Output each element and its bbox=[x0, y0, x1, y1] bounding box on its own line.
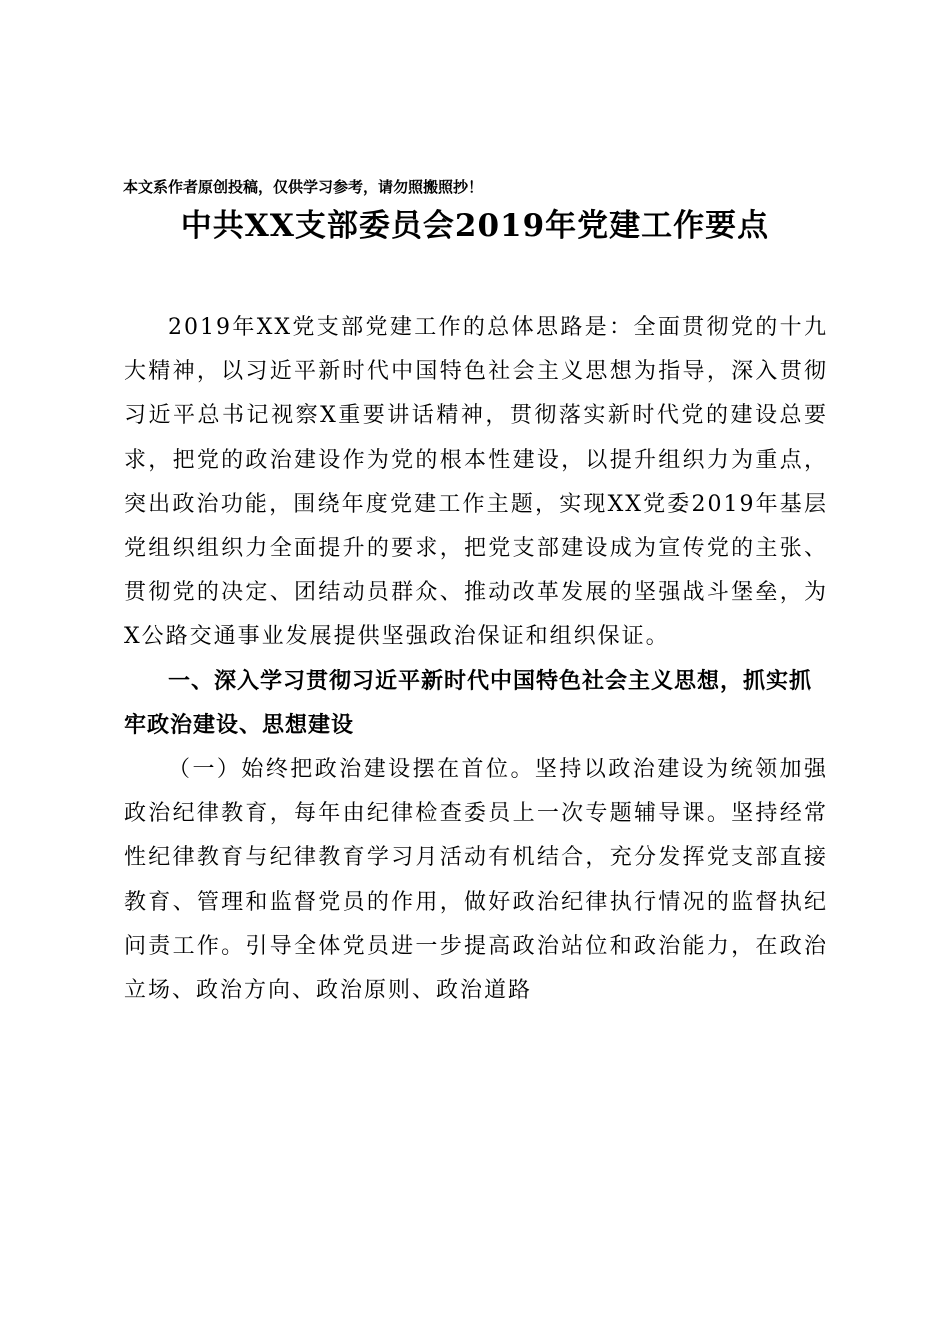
copyright-notice: 本文系作者原创投稿，仅供学习参考，请勿照搬照抄！ bbox=[123, 178, 484, 196]
intro-paragraph: 2019年XX党支部党建工作的总体思路是：全面贯彻党的十九大精神，以习近平新时代中国特色社会主义思想为指导，深入贯彻习近平总书记视察X重要讲话精神，贯彻落实新时代党的建设总要求，把党的政治建设作为党的根本性建设，以提升组织力为重点，突出政治功能，围绕年度党建工作主题，实现XX党委2019年基层党组织组织力全面提升的要求，把党支部建设成为宣传党的主张、贯彻党的决定、团结动员群众、推动改革发展的坚强战斗堡垒，为X公路交通事业发展提供坚强政治保证和组织保证。 bbox=[124, 315, 828, 650]
document-title: 中共XX支部委员会2019年党建工作要点 bbox=[180, 208, 770, 244]
section-heading-1: 一、深入学习贯彻习近平新时代中国特色社会主义思想，抓实抓牢政治建设、思想建设 bbox=[124, 668, 813, 738]
document-body bbox=[124, 306, 828, 1013]
section-1-paragraph-1: （一）始终把政治建设摆在首位。坚持以政治建设为统领加强政治纪律教育，每年由纪律检查委员上一次专题辅导课。坚持经常性纪律教育与纪律教育学习月活动有机结合，充分发挥党支部直接教育、管理和监督党员的作用，做好政治纪律执行情况的监督执纪问责工作。引导全体党员进一步提高政治站位和政治能力，在政治立场、政治方向、政治原则、政治道路 bbox=[124, 757, 828, 1004]
